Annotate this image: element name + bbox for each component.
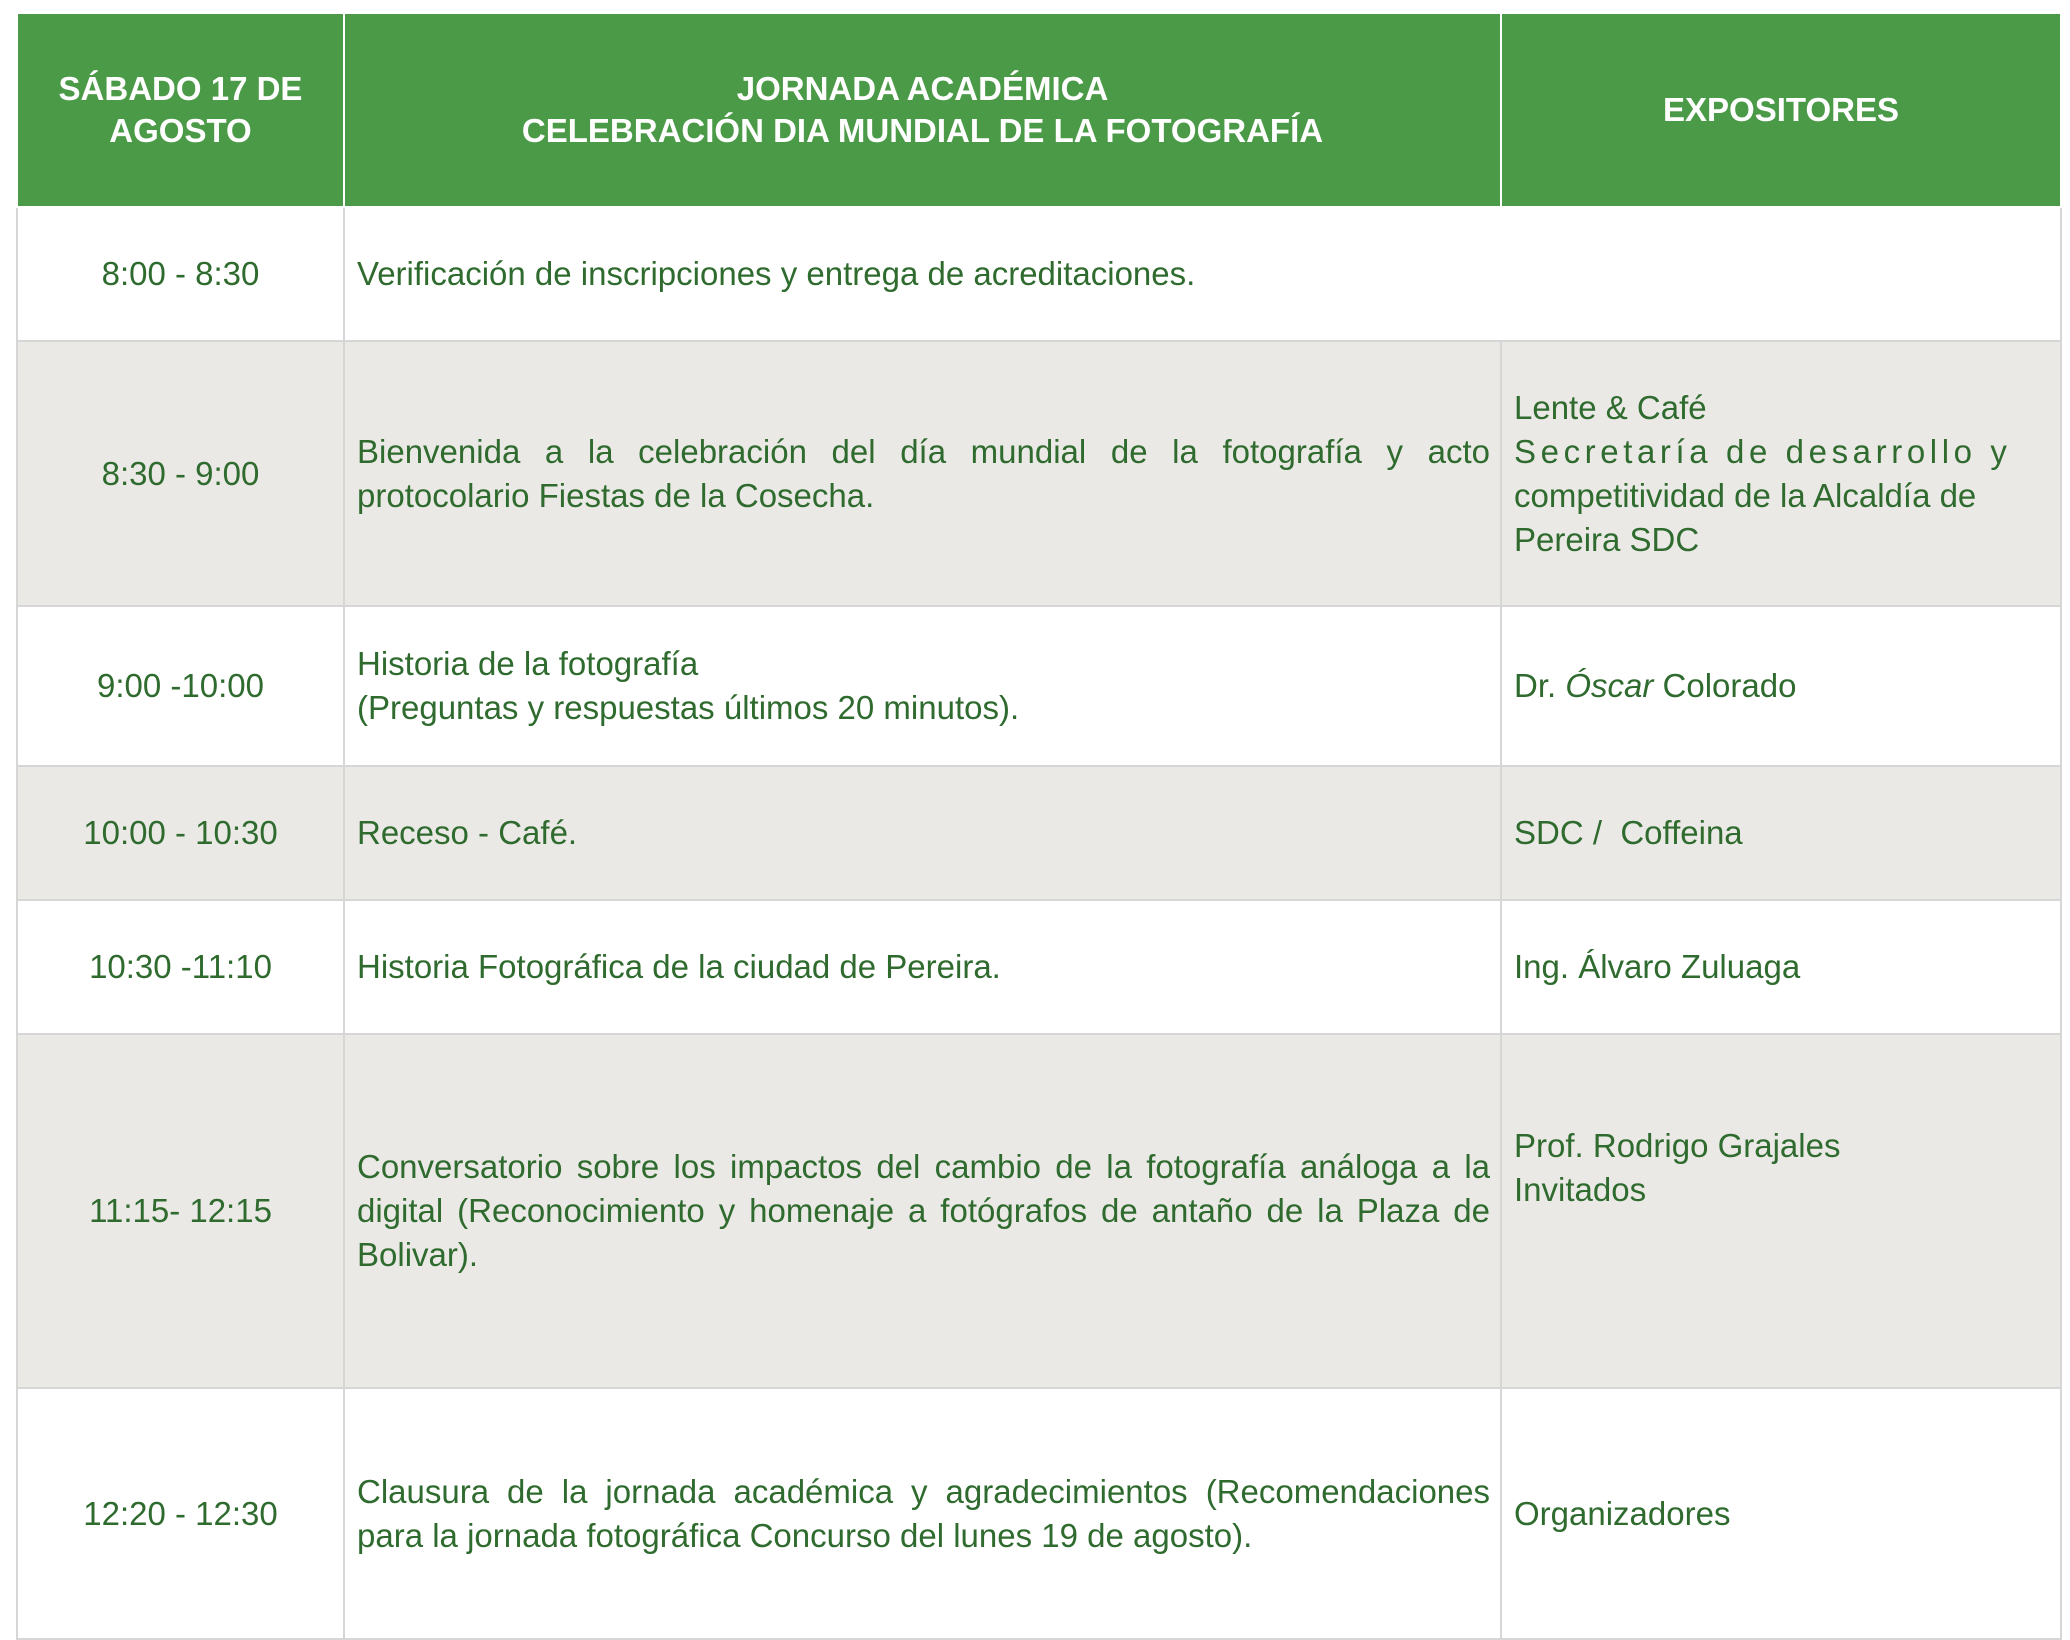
speaker-first-name: Óscar <box>1565 667 1654 704</box>
speakers-header-label: EXPOSITORES <box>1663 91 1899 128</box>
table-row <box>17 341 2061 606</box>
activity-line: Historia Fotográfica de la ciudad de Pereira. <box>357 948 1001 985</box>
table-row <box>17 207 2061 341</box>
speakers-header <box>1501 13 2061 207</box>
speaker-line: Prof. Rodrigo Grajales <box>1514 1127 1841 1164</box>
table-row <box>17 900 2061 1034</box>
activity-line: Bienvenida a la celebración del día mundial de la fotografía y acto <box>357 432 1490 470</box>
activity-line: protocolario Fiestas de la Cosecha. <box>357 476 875 514</box>
speaker-line: Organizadores <box>1514 1494 1731 1532</box>
time-cell: 8:30 - 9:00 <box>17 341 344 606</box>
time-cell: 8:00 - 8:30 <box>17 207 344 341</box>
event-title-line: CELEBRACIÓN DIA MUNDIAL DE LA FOTOGRAFÍA <box>521 112 1324 149</box>
activity-line: (Recomendaciones para la jornada fotográfica Concurso del lunes 19 <box>357 1472 1491 1554</box>
date-header <box>17 13 344 207</box>
event-title-header <box>344 13 1501 207</box>
time-cell: 10:00 - 10:30 <box>17 766 344 900</box>
table-row <box>17 1388 2061 1639</box>
speaker-line: Invitados <box>1514 1171 1647 1208</box>
speaker-cell <box>1501 1034 2061 1388</box>
speaker-title: Dr. <box>1514 667 1566 704</box>
activity-line: la digital (Reconocimiento y homenaje a fotógrafos de antaño de la <box>357 1148 1490 1229</box>
activity-cell <box>344 341 1501 606</box>
speaker-line: competitividad de la Alcaldía de <box>1514 476 1977 514</box>
activity-cell <box>344 766 1501 900</box>
speaker-cell <box>1501 900 2061 1034</box>
activity-line: Clausura de la jornada académica y agradecimientos <box>357 1472 1188 1510</box>
speaker-line: Lente & Café <box>1514 388 1707 426</box>
activity-cell <box>344 207 2061 341</box>
speaker-line: Ing. Álvaro Zuluaga <box>1514 948 1801 985</box>
table-row <box>17 1034 2061 1388</box>
date-header-line: SÁBADO 17 DE <box>58 70 303 107</box>
table-row <box>17 606 2061 766</box>
activity-line: Historia de la fotografía <box>357 645 699 682</box>
date-header-line: AGOSTO <box>109 112 252 149</box>
speaker-cell <box>1501 766 2061 900</box>
activity-line: de agosto). <box>1087 1516 1253 1554</box>
activity-line: Conversatorio sobre los impactos del cambio de la fotografía análoga a <box>357 1148 1451 1185</box>
time-cell: 12:20 - 12:30 <box>17 1388 344 1639</box>
speaker-line: SDC / Coffeina <box>1514 814 1743 851</box>
activity-line: Plaza de Bolivar). <box>357 1192 1490 1273</box>
activity-line: (Preguntas y respuestas últimos 20 minutos). <box>357 689 1020 726</box>
header-row <box>17 13 2061 207</box>
agenda-body <box>17 207 2061 1639</box>
agenda-table <box>16 12 2062 1640</box>
event-title-line: JORNADA ACADÉMICA <box>736 70 1109 107</box>
activity-cell <box>344 1034 1501 1388</box>
time-cell: 9:00 -10:00 <box>17 606 344 766</box>
activity-cell <box>344 900 1501 1034</box>
speaker-cell <box>1501 341 2061 606</box>
speaker-last-name: Colorado <box>1653 667 1797 704</box>
activity-cell <box>344 606 1501 766</box>
time-cell: 10:30 -11:10 <box>17 900 344 1034</box>
speaker-line: Pereira SDC <box>1514 520 1700 558</box>
activity-cell <box>344 1388 1501 1639</box>
activity-line: Verificación de inscripciones y entrega de acreditaciones. <box>357 255 1196 292</box>
activity-line: Receso - Café. <box>357 814 578 851</box>
speaker-cell <box>1501 606 2061 766</box>
speaker-cell <box>1501 1388 2061 1639</box>
table-row <box>17 766 2061 900</box>
time-cell: 11:15- 12:15 <box>17 1034 344 1388</box>
agenda-header <box>17 13 2061 207</box>
speaker-line: Secretaría de desarrollo y <box>1514 432 2012 470</box>
